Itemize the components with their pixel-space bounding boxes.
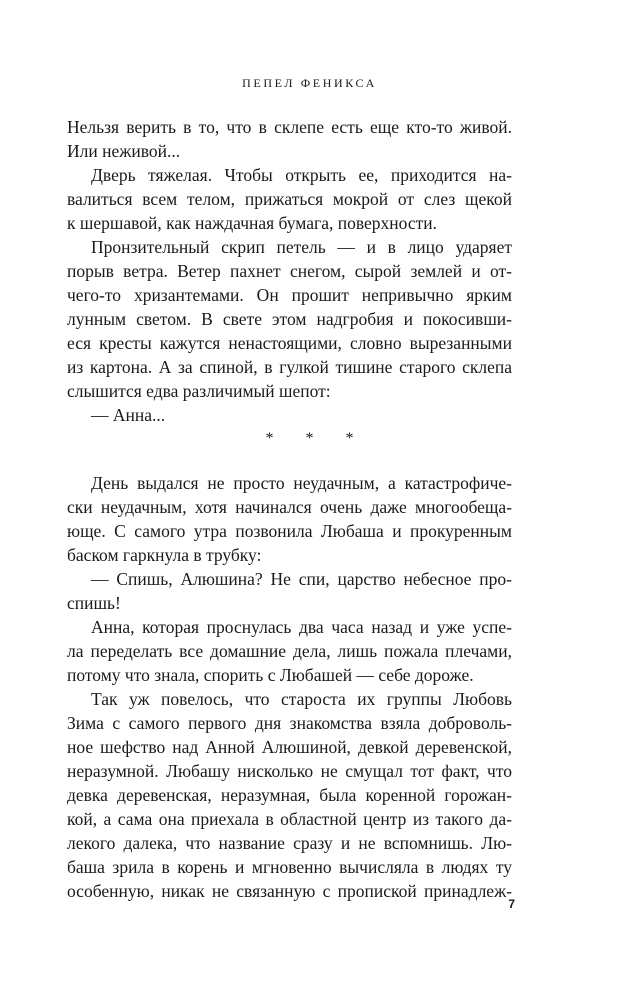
text-line: слышится едва различимый шепот: bbox=[67, 381, 331, 401]
text-line: юще. С самого утра позвонила Любаша и прокуренным bbox=[67, 521, 512, 541]
text-line: Так уж повелось, что староста их группы Любовь bbox=[91, 689, 512, 709]
text-line: из картона. А за спиной, в гулкой тишине старого склепа bbox=[67, 357, 512, 377]
text-line: лунным светом. В свете этом надгробия и покосивши- bbox=[67, 309, 512, 329]
text-section-top bbox=[67, 115, 512, 427]
running-head: ПЕПЕЛ ФЕНИКСА bbox=[242, 76, 377, 90]
text-line: кой, а сама она приехала в областной центр из такого да- bbox=[67, 809, 512, 829]
text-line: особенную, никак не связанную с пропиской принадлеж- bbox=[67, 881, 512, 901]
text-line: потому что знала, спорить с Любашей — себе дороже. bbox=[67, 665, 474, 685]
text-line: День выдался не просто неудачным, а катастрофиче- bbox=[91, 473, 512, 493]
text-line: Пронзительный скрип петель — и в лицо ударяет bbox=[91, 237, 512, 257]
text-line: ски неудачным, хотя начинался очень даже многообеща- bbox=[67, 497, 512, 517]
text-line: девка деревенская, неразумная, была коренной горожан- bbox=[67, 785, 512, 805]
text-line: еся кресты кажутся ненастоящими, словно вырезанными bbox=[67, 333, 512, 353]
text-line: лекого далека, что название сразу и не вспомнишь. Лю- bbox=[67, 833, 512, 853]
text-line: ла переделать все домашние дела, лишь пожала плечами, bbox=[67, 641, 512, 661]
text-line: баша зрила в корень и мгновенно вычисляла в людях ту bbox=[67, 857, 512, 877]
page-number: 7 bbox=[508, 897, 515, 911]
text-line: Нельзя верить в то, что в склепе есть еще кто-то живой. bbox=[67, 117, 512, 137]
text-line: чего-то хризантемами. Он прошит непривычно ярким bbox=[67, 285, 512, 305]
text-section-bottom bbox=[67, 471, 512, 903]
text-line: ное шефство над Анной Алюшиной, девкой деревенской, bbox=[67, 737, 512, 757]
text-line: неразумной. Любашу нисколько не смущал тот факт, что bbox=[67, 761, 512, 781]
text-line: — Анна... bbox=[91, 405, 166, 425]
text-line: Зима с самого первого дня знакомства взяла доброволь- bbox=[67, 713, 512, 733]
text-line: порыв ветра. Ветер пахнет снегом, сырой землей и от- bbox=[67, 261, 512, 281]
text-line: баском гаркнула в трубку: bbox=[67, 545, 262, 565]
section-separator: * * * bbox=[265, 430, 368, 447]
text-line: валиться всем телом, прижаться мокрой от слез щекой bbox=[67, 189, 512, 209]
text-line: Анна, которая проснулась два часа назад и уже успе- bbox=[91, 617, 512, 637]
text-line: Или неживой... bbox=[67, 141, 181, 161]
text-line: Дверь тяжелая. Чтобы открыть ее, приходится на- bbox=[91, 165, 512, 185]
text-line: — Спишь, Алюшина? Не спи, царство небесное про- bbox=[91, 569, 512, 589]
text-line: спишь! bbox=[67, 593, 121, 613]
text-line: к шершавой, как наждачная бумага, поверхности. bbox=[67, 213, 437, 233]
